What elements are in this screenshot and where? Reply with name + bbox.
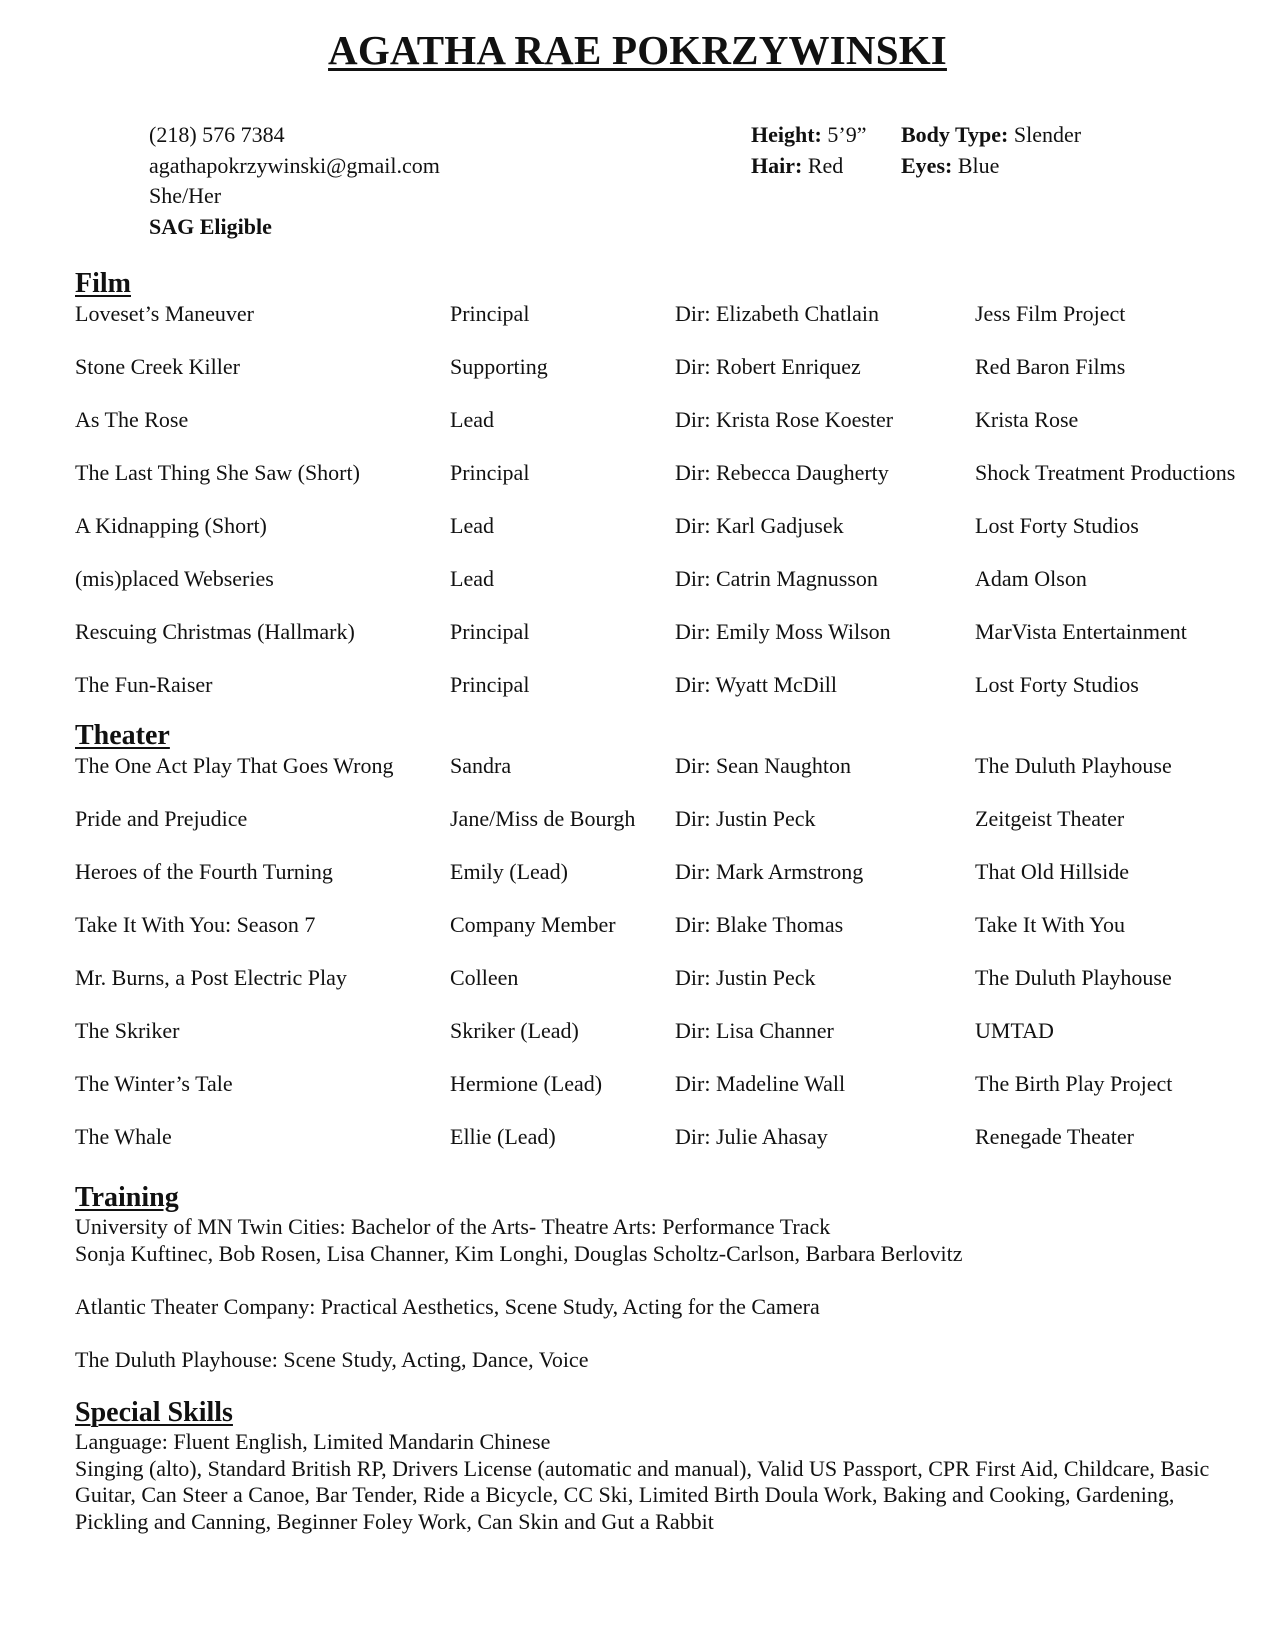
credit-role: Ellie (Lead) xyxy=(450,1124,556,1149)
height-value: 5’9” xyxy=(821,122,867,147)
credit-role: Emily (Lead) xyxy=(450,859,568,884)
credit-company: MarVista Entertainment xyxy=(975,619,1187,644)
eyes-stat xyxy=(901,151,1081,182)
credit-director: Dir: Madeline Wall xyxy=(675,1071,846,1096)
training-line: Sonja Kuftinec, Bob Rosen, Lisa Channer, Kim Longhi, Douglas Scholtz-Carlson, Barbara Berlovitz xyxy=(75,1240,963,1266)
credit-role: Supporting xyxy=(450,354,548,379)
credit-role: Principal xyxy=(450,619,530,644)
credit-director: Dir: Justin Peck xyxy=(675,965,816,990)
eyes-label: Eyes: xyxy=(901,152,953,178)
credit-role: Skriker (Lead) xyxy=(450,1018,579,1043)
credit-director: Dir: Robert Enriquez xyxy=(675,354,861,379)
credit-director: Dir: Sean Naughton xyxy=(675,753,851,778)
credit-row xyxy=(75,753,1265,806)
credit-director: Dir: Lisa Channer xyxy=(675,1018,834,1043)
credit-company: Krista Rose xyxy=(975,407,1079,432)
credit-title: The Whale xyxy=(75,1124,172,1149)
phone-number: (218) 576 7384 xyxy=(149,122,285,147)
training-line: Atlantic Theater Company: Practical Aesthetics, Scene Study, Acting for the Camera xyxy=(75,1293,820,1319)
credit-director: Dir: Wyatt McDill xyxy=(675,672,838,697)
credit-director: Dir: Emily Moss Wilson xyxy=(675,619,891,644)
credit-title: The Fun-Raiser xyxy=(75,672,213,697)
credit-row xyxy=(75,912,1265,965)
credit-role: Lead xyxy=(450,513,494,538)
pronouns: She/Her xyxy=(149,183,222,208)
credit-title: Mr. Burns, a Post Electric Play xyxy=(75,965,347,990)
credit-director: Dir: Blake Thomas xyxy=(675,912,844,937)
height-label: Height: xyxy=(751,122,822,147)
film-credits xyxy=(75,301,1265,725)
credit-role: Colleen xyxy=(450,965,519,990)
credit-director: Dir: Krista Rose Koester xyxy=(675,407,894,432)
credit-row xyxy=(75,806,1265,859)
stats-column-right xyxy=(901,120,1081,181)
credit-title: The Winter’s Tale xyxy=(75,1071,233,1096)
training-line: University of MN Twin Cities: Bachelor of the Arts- Theatre Arts: Performance Track xyxy=(75,1214,831,1239)
eyes-value: Blue xyxy=(952,152,1000,178)
credit-title: A Kidnapping (Short) xyxy=(75,513,267,538)
credit-company: That Old Hillside xyxy=(975,859,1129,884)
height-stat xyxy=(751,120,866,151)
contact-block xyxy=(149,120,440,242)
credit-director: Dir: Elizabeth Chatlain xyxy=(675,301,880,326)
credit-row xyxy=(75,859,1265,912)
email-address: agathapokrzywinski@gmail.com xyxy=(149,152,440,178)
credit-role: Sandra xyxy=(450,753,512,778)
credit-company: Shock Treatment Productions xyxy=(975,460,1236,485)
credit-company: Zeitgeist Theater xyxy=(975,806,1125,831)
credit-row xyxy=(75,1071,1265,1124)
training-heading: Training xyxy=(75,1182,179,1213)
credit-role: Jane/Miss de Bourgh xyxy=(450,806,636,831)
stats-column-left xyxy=(751,120,866,181)
training-line: The Duluth Playhouse: Scene Study, Acting, Dance, Voice xyxy=(75,1346,589,1372)
resume-name: AGATHA RAE POKRZYWINSKI xyxy=(328,27,947,73)
credit-director: Dir: Mark Armstrong xyxy=(675,859,864,884)
credit-row xyxy=(75,354,1265,407)
credit-title: (mis)placed Webseries xyxy=(75,566,274,591)
training-block xyxy=(75,1214,1265,1373)
film-heading: Film xyxy=(75,268,131,299)
credit-director: Dir: Catrin Magnusson xyxy=(675,566,878,591)
credit-role: Principal xyxy=(450,301,530,326)
skills-line: Guitar, Can Steer a Canoe, Bar Tender, Ride a Bicycle, CC Ski, Limited Birth Doula Work, Baking and Cooking, Gardening, xyxy=(75,1482,1175,1507)
credit-row xyxy=(75,460,1265,513)
credit-title: The Last Thing She Saw (Short) xyxy=(75,460,360,485)
body-type-label: Body Type: xyxy=(901,122,1009,147)
credit-row xyxy=(75,407,1265,460)
credit-title: Take It With You: Season 7 xyxy=(75,912,316,937)
credit-company: The Duluth Playhouse xyxy=(975,753,1172,778)
credit-director: Dir: Justin Peck xyxy=(675,806,816,831)
credit-company: UMTAD xyxy=(975,1018,1054,1043)
credit-company: Jess Film Project xyxy=(975,301,1126,326)
credit-role: Company Member xyxy=(450,912,616,937)
union-status: SAG Eligible xyxy=(149,213,272,239)
theater-heading: Theater xyxy=(75,720,170,751)
hair-stat xyxy=(751,151,866,182)
credit-role: Principal xyxy=(450,460,530,485)
credit-row xyxy=(75,672,1265,725)
spacer xyxy=(75,1320,1265,1347)
skills-line: Singing (alto), Standard British RP, Drivers License (automatic and manual), Valid US Passport, CPR First Aid, Childcare, Basic xyxy=(75,1455,1210,1481)
credit-company: Renegade Theater xyxy=(975,1124,1135,1149)
skills-block xyxy=(75,1429,1265,1535)
credit-row xyxy=(75,965,1265,1018)
credit-row xyxy=(75,301,1265,354)
credit-row xyxy=(75,619,1265,672)
credit-title: As The Rose xyxy=(75,407,189,432)
credit-role: Hermione (Lead) xyxy=(450,1071,603,1096)
skills-line: Pickling and Canning, Beginner Foley Work, Can Skin and Gut a Rabbit xyxy=(75,1508,714,1534)
credit-role: Principal xyxy=(450,672,530,697)
credit-company: The Birth Play Project xyxy=(975,1071,1173,1096)
credit-title: Heroes of the Fourth Turning xyxy=(75,859,333,884)
credit-company: The Duluth Playhouse xyxy=(975,965,1172,990)
credit-row xyxy=(75,566,1265,619)
credit-director: Dir: Rebecca Daugherty xyxy=(675,460,889,485)
hair-label: Hair: xyxy=(751,152,803,178)
credit-row xyxy=(75,513,1265,566)
credit-title: The Skriker xyxy=(75,1018,180,1043)
credit-title: The One Act Play That Goes Wrong xyxy=(75,753,394,778)
credit-row xyxy=(75,1124,1265,1177)
credit-company: Lost Forty Studios xyxy=(975,513,1139,538)
hair-value: Red xyxy=(802,152,844,178)
skills-line: Language: Fluent English, Limited Mandarin Chinese xyxy=(75,1429,551,1454)
credit-row xyxy=(75,1018,1265,1071)
credit-director: Dir: Karl Gadjusek xyxy=(675,513,844,538)
credit-role: Lead xyxy=(450,407,494,432)
theater-credits xyxy=(75,753,1265,1177)
credit-company: Adam Olson xyxy=(975,566,1087,591)
body-type-value: Slender xyxy=(1008,122,1082,147)
body-type-stat xyxy=(901,120,1081,151)
credit-company: Red Baron Films xyxy=(975,354,1126,379)
credit-title: Loveset’s Maneuver xyxy=(75,301,254,326)
credit-company: Take It With You xyxy=(975,912,1125,937)
credit-director: Dir: Julie Ahasay xyxy=(675,1124,828,1149)
skills-heading: Special Skills xyxy=(75,1397,233,1428)
credit-role: Lead xyxy=(450,566,494,591)
credit-company: Lost Forty Studios xyxy=(975,672,1139,697)
credit-title: Pride and Prejudice xyxy=(75,806,248,831)
spacer xyxy=(75,1267,1265,1294)
credit-title: Stone Creek Killer xyxy=(75,354,240,379)
credit-title: Rescuing Christmas (Hallmark) xyxy=(75,619,355,644)
